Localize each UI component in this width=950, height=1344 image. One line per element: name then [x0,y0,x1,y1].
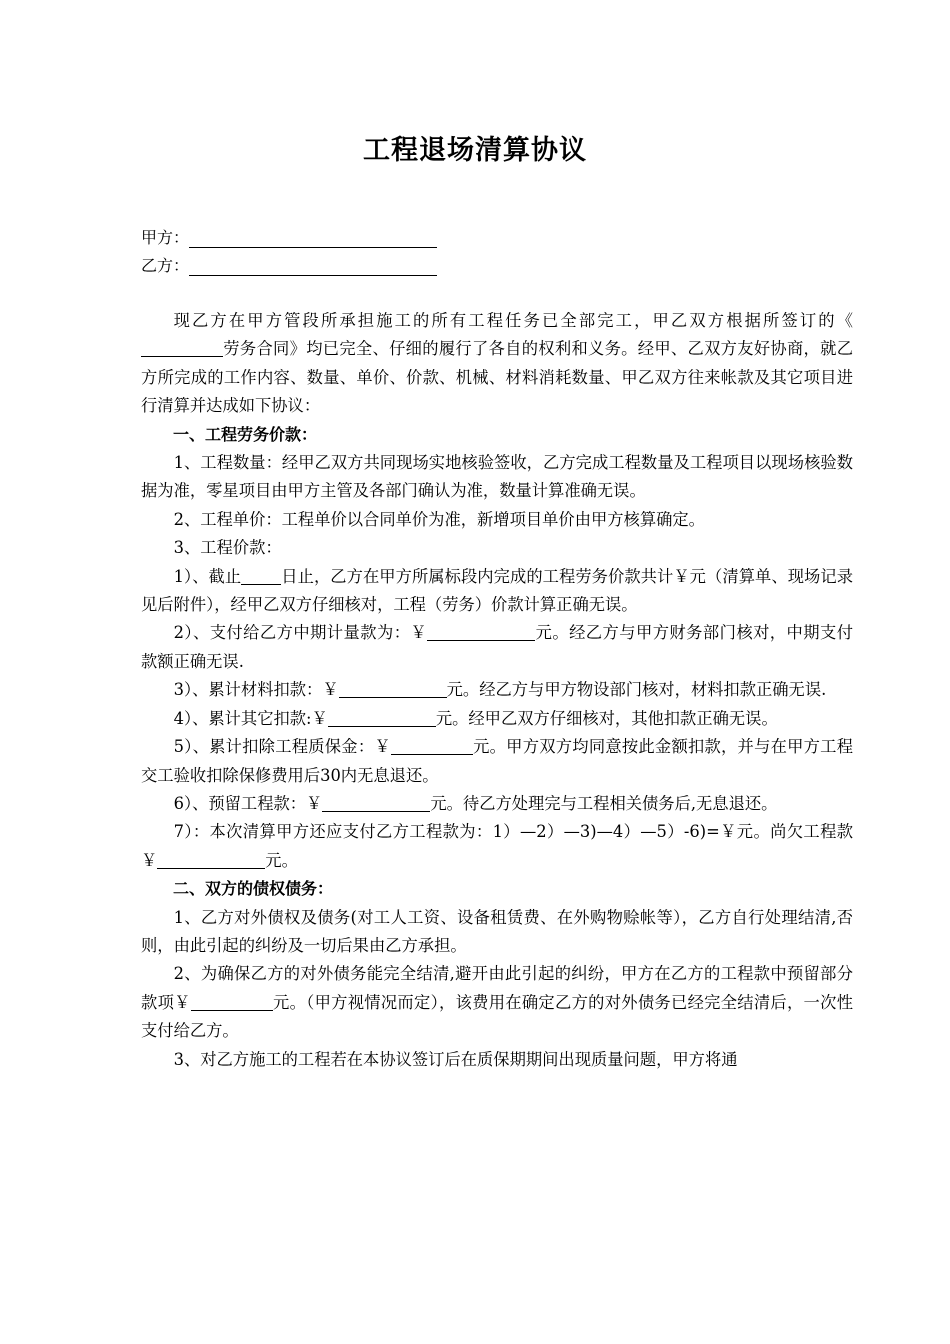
paragraph-text: 元。甲方双方均同意按此金额扣款，并与在甲方工程交工验收扣除保修费用后30内无息退还。 [141,737,853,785]
paragraph-text: 元。经乙方与甲方物设部门核对，材料扣款正确无误. [446,680,827,700]
paragraph-item-3 [141,676,853,704]
date-blank[interactable] [241,566,281,585]
section-heading-2: 二、双方的债权债务： [173,879,334,899]
paragraph-text: 6）、预留工程款：￥ [173,793,323,813]
paragraph-text: 7）：本次清算甲方还应支付乙方工程款为：1）—2）—3)—4）—5）-6)=￥元。尚欠工程款￥ [141,822,853,870]
paragraph-price: 3、工程价款： [173,538,282,558]
paragraph-text: 元。待乙方处理完与工程相关债务后,无息退还。 [430,793,778,813]
paragraph-quantity: 1、工程数量：经甲乙双方共同现场实地核验签收，乙方完成工程数量及工程项目以现场核验数据为准，零星项目由甲方主管及各部门确认为准，数量计算准确无误。 [141,453,853,501]
paragraph-text: 日止，乙方在甲方所属标段内完成的工程劳务价款共计￥元（清算单、现场记录见后附件），经甲乙双方仔细核对，工程（劳务）价款计算正确无误。 [141,566,853,615]
amount-blank[interactable] [339,679,447,698]
amount-blank[interactable] [391,736,473,755]
party-a-blank[interactable] [189,230,437,248]
amount-blank[interactable] [157,850,265,869]
paragraph-text: 1）、截止 [173,566,242,586]
amount-blank[interactable] [322,793,430,812]
amount-blank[interactable] [328,708,436,727]
party-a-label: 甲方： [141,228,190,247]
contract-name-blank[interactable] [141,338,223,357]
amount-blank[interactable] [191,992,273,1011]
party-b-label: 乙方： [141,256,190,275]
amount-blank[interactable] [427,622,535,641]
paragraph-item-1 [141,563,853,620]
paragraph-debt-1: 1、乙方对外债权及债务(对工人工资、设备租赁费、在外购物赊帐等），乙方自行处理结清,否则，由此引起的纠纷及一切后果由乙方承担。 [141,907,853,955]
paragraph-item-5 [141,733,853,790]
paragraph-text: 元。经乙方与甲方财务部门核对，中期支付款额正确无误. [141,623,853,671]
paragraph-text: 元。（甲方视情况而定），该费用在确定乙方的对外债务已经完全结清后，一次性支付给乙方。 [141,992,853,1041]
party-a-line [141,228,437,248]
agreement-body [141,307,853,1074]
paragraph-text: 劳务合同》均已完全、仔细的履行了各自的权利和义务。经甲、乙双方友好协商，就乙方所完成的工作内容、数量、单价、价款、机械、材料消耗数量、甲乙双方往来帐款及其它项目进行清算并达成如下协议： [141,339,853,416]
paragraph-item-6 [141,790,853,818]
party-b-blank[interactable] [189,258,437,276]
section-heading-1: 一、工程劳务价款： [173,424,318,444]
paragraph-unit-price: 2、工程单价：工程单价以合同单价为准，新增项目单价由甲方核算确定。 [173,509,705,529]
paragraph-item-7 [141,818,853,875]
paragraph-text: 3）、累计材料扣款：￥ [173,680,339,700]
paragraph-text: 2）、支付给乙方中期计量款为：￥ [173,623,428,643]
paragraph-text: 2、为确保乙方的对外债务能完全结清,避开由此引起的纠纷，甲方在乙方的工程款中预留部分款项￥ [141,964,853,1012]
paragraph-text: 4）、累计其它扣款:￥ [173,708,328,728]
party-b-line [141,256,437,276]
paragraph-item-2 [141,619,853,676]
paragraph-debt-3: 3、对乙方施工的工程若在本协议签订后在质保期期间出现质量问题，甲方将通 [173,1049,738,1069]
paragraph-text: 现乙方在甲方管段所承担施工的所有工程任务已全部完工，甲乙双方根据所签订的《 [173,311,853,330]
document-title: 工程退场清算协议 [363,135,587,166]
paragraph-text: 元。 [265,850,298,870]
paragraph-text: 元。经甲乙双方仔细核对，其他扣款正确无误。 [435,708,778,728]
paragraph-debt-2 [141,960,853,1045]
paragraph-text: 5）、累计扣除工程质保金：￥ [173,737,391,757]
paragraph-intro [141,307,853,421]
paragraph-item-4 [141,705,853,733]
